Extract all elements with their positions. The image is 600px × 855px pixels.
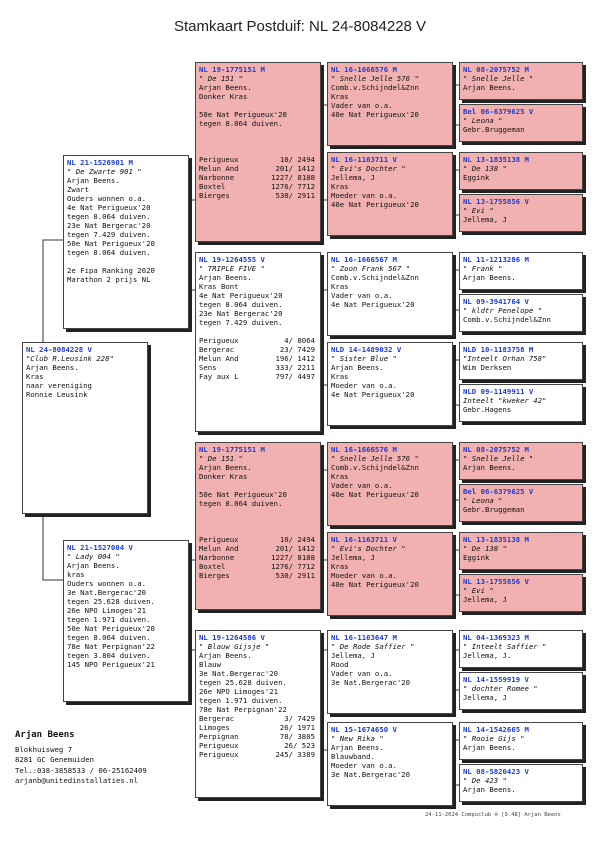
pigeon-name: " Inteelt Saffier ": [463, 642, 547, 651]
race-placing: 1276/ 7712: [271, 562, 315, 571]
race-placing: 23/ 7429: [279, 345, 315, 354]
pigeon-info-line: Arjan Beens.: [199, 463, 252, 472]
pigeon-info-line: tegen 7.429 duiven.: [199, 318, 283, 327]
race-result-row: [199, 535, 317, 544]
pigeon-info-line: 26e NPO Limoges'21: [199, 687, 279, 696]
pigeon-info-line: 40e Nat Perigueux'20: [331, 490, 419, 499]
pigeon-info-line: 50e Nat Perigueux'20: [199, 110, 287, 119]
race-name: Boxtel: [199, 562, 226, 571]
pigeon-name: " De 423 ": [463, 776, 507, 785]
ring-number: NLD 14-1489032 V: [331, 345, 402, 354]
race-name: Melun And: [199, 164, 239, 173]
race-result-row: [199, 723, 317, 732]
race-result-row: [199, 363, 317, 372]
owner-postcode: 8281 GC Genemuiden: [15, 755, 95, 764]
race-name: Boxtel: [199, 182, 226, 191]
ring-number: NL 16-1666567 M: [331, 255, 397, 264]
pigeon-info-line: 23e Nat Bergerac'20: [199, 309, 283, 318]
pigeon-info-line: [199, 137, 317, 146]
pigeon-name: " Rooie Gijs ": [463, 734, 525, 743]
pigeon-card-ds-sire[interactable]: [327, 442, 453, 526]
race-result-row: [199, 714, 317, 723]
pigeon-name: " De 151 ": [199, 74, 243, 83]
pigeon-info-line: Marathon 2 prijs NL: [67, 275, 151, 284]
pigeon-info-line: Moeder van o.a.: [331, 761, 397, 770]
pigeon-info-line: Comb.v.Schijndel&Znn: [331, 83, 419, 92]
ring-number: NL 13-1755856 V: [463, 577, 529, 586]
owner-email: arjanb@unitedinstallaties.nl: [15, 776, 139, 785]
pigeon-name: " Evi ": [463, 586, 494, 595]
pigeon-info-line: Jellema, J: [331, 553, 375, 562]
ring-number: NL 08-2075752 M: [463, 65, 529, 74]
race-placing: 196/ 1412: [275, 354, 315, 363]
race-result-row: [199, 571, 317, 580]
pigeon-name: " Leona ": [463, 496, 503, 505]
ring-number: NL 13-1755856 V: [463, 197, 529, 206]
pigeon-info-line: Rood: [331, 660, 349, 669]
pigeon-info-line: 40e Nat Perigueux'20: [331, 580, 419, 589]
ring-number: NL 16-1163711 V: [331, 155, 397, 164]
ring-number: NL 19-1264555 V: [199, 255, 265, 264]
pigeon-info-line: Arjan Beens.: [463, 83, 516, 92]
pigeon-info-line: Jellema, J: [331, 173, 375, 182]
pigeon-info-line: Arjan Beens.: [463, 463, 516, 472]
pigeon-info-line: 4e Nat Perigueux'20: [331, 390, 415, 399]
race-placing: 530/ 2911: [275, 191, 315, 200]
pigeon-info-line: Kras: [26, 372, 44, 381]
ring-number: NL 09-3941764 V: [463, 297, 529, 306]
race-result-row: [199, 155, 317, 164]
race-result-row: [199, 372, 317, 381]
race-name: Limoges: [199, 723, 230, 732]
ring-number: NL 19-1775151 M: [199, 445, 265, 454]
pigeon-info-line: Vader van o.a.: [331, 291, 393, 300]
pigeon-info-line: Blauw: [199, 660, 221, 669]
pigeon-card-gen5-5[interactable]: [459, 252, 583, 290]
pigeon-info-line: tegen 8.064 duiven.: [67, 633, 151, 642]
race-name: Perpignan: [199, 732, 239, 741]
ring-number: NL 16-1666576 M: [331, 65, 397, 74]
ring-number: NL 08-2075752 M: [463, 445, 529, 454]
pigeon-info-line: 4e Nat Perigueux'20: [331, 300, 415, 309]
pigeon-card-ss-sire[interactable]: [327, 62, 453, 146]
race-result-row: [199, 544, 317, 553]
pigeon-name: " Snelle Jelle ": [463, 454, 534, 463]
pigeon-name: " De 151 ": [199, 454, 243, 463]
race-name: Perigueux: [199, 535, 239, 544]
owner-phone: Tel.:038-3858533 / 06-25162409: [15, 765, 147, 775]
pigeon-info-line: Donker Kras: [199, 92, 248, 101]
race-name: Bergerac: [199, 345, 235, 354]
ring-number: Bel 06-6379625 V: [463, 107, 534, 116]
race-result-row: [199, 553, 317, 562]
pigeon-info-line: tegen 8.064 duiven.: [199, 300, 283, 309]
ring-number: NL 13-1835138 M: [463, 155, 529, 164]
pigeon-info-line: Jellema, J: [463, 693, 507, 702]
race-result-row: [199, 336, 317, 345]
pigeon-card-ss-dam[interactable]: [327, 152, 453, 236]
race-placing: 201/ 1412: [275, 164, 315, 173]
pigeon-info-line: Comb.v.Schijndel&Znn: [331, 463, 419, 472]
pigeon-card-gen5-15[interactable]: [459, 722, 583, 760]
pigeon-info-line: 78e Nat Perpignan'22: [67, 642, 155, 651]
pigeon-info-line: 3e Nat.Bergerac'20: [199, 669, 279, 678]
pigeon-info-line: [199, 327, 317, 336]
race-result-row: [199, 732, 317, 741]
pigeon-info-line: Blauwband.: [331, 752, 375, 761]
race-result-row: [199, 182, 317, 191]
race-placing: 10/ 2494: [279, 535, 315, 544]
pigeon-name: " Evi's Dochter ": [331, 544, 406, 553]
pigeon-card-gen5-12[interactable]: [459, 574, 583, 612]
pigeon-info-line: Kras: [331, 92, 349, 101]
pigeon-card-dd-dam[interactable]: [327, 722, 453, 806]
pigeon-info-line: Jellema, J: [463, 595, 507, 604]
pigeon-info-line: Kras: [331, 562, 349, 571]
ring-number: NL 14-1542665 M: [463, 725, 529, 734]
race-placing: 530/ 2911: [275, 571, 315, 580]
pigeon-info-line: Arjan Beens.: [67, 176, 120, 185]
pigeon-info-line: 26e NPO Limoges'21: [67, 606, 147, 615]
pigeon-card-gen5-13[interactable]: [459, 630, 583, 668]
pigeon-name: " Zoon Frank 567 ": [331, 264, 411, 273]
pigeon-name: " Sister Blue ": [331, 354, 397, 363]
pigeon-info-line: 50e Nat Perigueux'20: [67, 624, 155, 633]
pigeon-info-line: tegen 7.429 duiven.: [67, 230, 151, 239]
pigeon-info-line: Kras Bont: [199, 282, 239, 291]
page-title: Stamkaart Postduif: NL 24-8084228 V: [173, 18, 427, 35]
pigeon-card-gen5-4[interactable]: [459, 194, 583, 232]
pigeon-info-line: Vader van o.a.: [331, 669, 393, 678]
pigeon-info-line: Kras: [331, 372, 349, 381]
race-name: Narbonne: [199, 553, 235, 562]
pigeon-info-line: 145 NPO Perigueux'21: [67, 660, 155, 669]
pigeon-info-line: tegen 8.064 duiven.: [67, 212, 151, 221]
pigeon-name: Inteelt "kweker 42": [463, 396, 547, 405]
pigeon-name: " TRIPLE FIVE ": [199, 264, 265, 273]
pigeon-info-line: tegen 25.628 duiven.: [199, 678, 287, 687]
pigeon-card-gen5-7[interactable]: [459, 342, 583, 380]
pigeon-info-line: 2e Fipa Ranking 2020: [67, 266, 155, 275]
pigeon-info-line: Kras: [331, 182, 349, 191]
pigeon-card-sd-sire[interactable]: [327, 252, 453, 336]
pigeon-info-line: Arjan Beens.: [26, 363, 79, 372]
ring-number: NL 24-8084228 V: [26, 345, 92, 354]
race-name: Perigueux: [199, 750, 239, 759]
pigeon-card-sire-dam[interactable]: [195, 252, 321, 432]
pigeon-info-line: 3e Nat.Bergerac'20: [331, 770, 411, 779]
pigeon-info-line: Comb.v.Schijndel&Znn: [331, 273, 419, 282]
pigeon-info-line: Eggink: [463, 173, 490, 182]
pigeon-info-line: [199, 146, 317, 155]
pigeon-info-line: Vader van o.a.: [331, 101, 393, 110]
pigeon-card-gen5-3[interactable]: [459, 152, 583, 190]
pigeon-info-line: Moeder van o.a.: [331, 571, 397, 580]
race-placing: 4/ 8064: [284, 336, 315, 345]
pigeon-info-line: Moeder van o.a.: [331, 191, 397, 200]
footer-credit: 24-11-2024 Compuclub ® [9.48] Arjan Beens: [425, 812, 561, 818]
ring-number: NL 15-1674650 V: [331, 725, 397, 734]
ring-number: NL 04-1369323 M: [463, 633, 529, 642]
pigeon-info-line: 50e Nat Perigueux'20: [199, 490, 287, 499]
pigeon-info-line: Arjan Beens.: [67, 561, 120, 570]
pigeon-info-line: tegen 8.064 duiven.: [199, 119, 283, 128]
pigeon-info-line: Arjan Beens.: [331, 743, 384, 752]
pigeon-info-line: Arjan Beens.: [463, 273, 516, 282]
race-result-row: [199, 354, 317, 363]
pigeon-card-gen5-10[interactable]: [459, 484, 583, 522]
pigeon-info-line: Arjan Beens.: [463, 785, 516, 794]
race-placing: 1227/ 8188: [271, 173, 315, 182]
pigeon-info-line: kras: [67, 570, 85, 579]
pigeon-info-line: tegen 25.628 duiven.: [67, 597, 155, 606]
pigeon-info-line: 78e Nat Perpignan'22: [199, 705, 287, 714]
pigeon-info-line: tegen 1.971 duiven.: [199, 696, 283, 705]
pigeon-name: "Club R.Leusink 228": [26, 354, 114, 363]
race-name: Bergerac: [199, 714, 235, 723]
pigeon-info-line: Gebr.Bruggeman: [463, 505, 525, 514]
race-name: Melun And: [199, 354, 239, 363]
pigeon-name: " dochter Romee ": [463, 684, 538, 693]
pigeon-card-gen5-14[interactable]: [459, 672, 583, 710]
race-placing: 797/ 4497: [275, 372, 315, 381]
pigeon-info-line: [199, 526, 317, 535]
pigeon-info-line: Eggink: [463, 553, 490, 562]
race-placing: 78/ 3805: [279, 732, 315, 741]
pigeon-info-line: tegen 3.804 duiven.: [67, 651, 151, 660]
pigeon-name: " Evi ": [463, 206, 494, 215]
ring-number: NLD 09-1149911 V: [463, 387, 534, 396]
ring-number: NL 21-1526901 M: [67, 158, 133, 167]
pigeon-info-line: Comb.v.Schijndel&Znn: [463, 315, 551, 324]
pigeon-name: " Blauw Gijsje ": [199, 642, 270, 651]
pigeon-info-line: [199, 481, 317, 490]
pigeon-name: " De Zwarte 901 ": [67, 167, 142, 176]
pigeon-info-line: Wim Derksen: [463, 363, 512, 372]
race-name: Perigueux: [199, 155, 239, 164]
pigeon-info-line: Gebr.Hagens: [463, 405, 512, 414]
race-placing: 1227/ 8188: [271, 553, 315, 562]
race-placing: 245/ 3389: [275, 750, 315, 759]
race-result-row: [199, 191, 317, 200]
pigeon-card-dam-sire[interactable]: [195, 442, 321, 610]
pigeon-info-line: 40e Nat Perigueux'20: [331, 200, 419, 209]
ring-number: NL 13-1835138 M: [463, 535, 529, 544]
pigeon-info-line: 23e Nat Bergerac'20: [67, 221, 151, 230]
ring-number: NL 14-1559919 V: [463, 675, 529, 684]
ring-number: NL 21-1527004 V: [67, 543, 133, 552]
ring-number: NL 19-1775151 M: [199, 65, 265, 74]
pigeon-name: " De 138 ": [463, 164, 507, 173]
race-name: Bierges: [199, 191, 230, 200]
ring-number: NL 16-1666576 M: [331, 445, 397, 454]
pigeon-info-line: tegen 1.971 duiven.: [67, 615, 151, 624]
owner-name: Arjan Beens: [15, 730, 75, 740]
pigeon-info-line: naar vereniging: [26, 381, 92, 390]
race-result-row: [199, 750, 317, 759]
pigeon-info-line: 50e Nat Perigueux'20: [67, 239, 155, 248]
pigeon-info-line: Ronnie Leusink: [26, 390, 88, 399]
pigeon-name: " Snelle Jelle ": [463, 74, 534, 83]
pigeon-info-line: Gebr.Bruggeman: [463, 125, 525, 134]
pigeon-card-sd-dam[interactable]: [327, 342, 453, 426]
pigeon-info-line: 4e Nat Perigueux'20: [199, 291, 283, 300]
pigeon-info-line: [199, 517, 317, 526]
pigeon-info-line: Zwart: [67, 185, 89, 194]
ring-number: NLD 10-1183758 M: [463, 345, 534, 354]
pigeon-info-line: 4e Nat Perigueux'20: [67, 203, 151, 212]
pigeon-name: " Evi's Dochter ": [331, 164, 406, 173]
pigeon-info-line: Moeder van o.a.: [331, 381, 397, 390]
race-result-row: [199, 345, 317, 354]
pigeon-info-line: Ouders wonnen o.a.: [67, 194, 147, 203]
pigeon-info-line: Kras: [331, 472, 349, 481]
pigeon-name: " Snelle Jelle 576 ": [331, 454, 419, 463]
pigeon-card-dam[interactable]: [63, 540, 189, 702]
pigeon-info-line: [67, 257, 185, 266]
pigeon-card-gen5-11[interactable]: [459, 532, 583, 570]
pigeon-name: " Leona ": [463, 116, 503, 125]
pigeon-info-line: [199, 508, 317, 517]
race-name: Perigueux: [199, 336, 239, 345]
race-placing: 26/ 1971: [279, 723, 315, 732]
ring-number: NL 08-5820423 V: [463, 767, 529, 776]
race-result-row: [199, 164, 317, 173]
pigeon-card-root[interactable]: [22, 342, 148, 514]
race-placing: 201/ 1412: [275, 544, 315, 553]
race-name: Perigueux: [199, 741, 239, 750]
pigeon-info-line: Arjan Beens.: [199, 651, 252, 660]
pigeon-name: "Inteelt Orhan 758": [463, 354, 547, 363]
pigeon-card-gen5-6[interactable]: [459, 294, 583, 332]
pigeon-name: " kldtr Penelope ": [463, 306, 543, 315]
pigeon-info-line: Ouders wonnen o.a.: [67, 579, 147, 588]
pigeon-card-gen5-9[interactable]: [459, 442, 583, 480]
race-name: Bierges: [199, 571, 230, 580]
race-placing: 333/ 2211: [275, 363, 315, 372]
race-result-row: [199, 741, 317, 750]
pigeon-info-line: 3e Nat.Bergerac'20: [67, 588, 147, 597]
pigeon-info-line: Jellema, J: [331, 651, 375, 660]
pigeon-card-ds-dam[interactable]: [327, 532, 453, 616]
race-placing: 3/ 7429: [284, 714, 315, 723]
pigeon-info-line: [199, 128, 317, 137]
pigeon-name: " Lady 004 ": [67, 552, 120, 561]
pigeon-info-line: 3e Nat.Bergerac'20: [331, 678, 411, 687]
race-placing: 1276/ 7712: [271, 182, 315, 191]
pigeon-info-line: Arjan Beens.: [463, 743, 516, 752]
pigeon-name: " Snelle Jelle 576 ": [331, 74, 419, 83]
ring-number: NL 16-1163711 V: [331, 535, 397, 544]
pigeon-name: " De Rode Saffier ": [331, 642, 415, 651]
pigeon-name: " De 138 ": [463, 544, 507, 553]
pigeon-card-gen5-16[interactable]: [459, 764, 583, 802]
pigeon-info-line: Arjan Beens.: [199, 83, 252, 92]
pigeon-card-gen5-1[interactable]: [459, 62, 583, 100]
pigeon-info-line: Kras: [331, 282, 349, 291]
pigeon-info-line: Jellema, J: [463, 215, 507, 224]
pigeon-info-line: 40e Nat Perigueux'20: [331, 110, 419, 119]
owner-block: [15, 730, 190, 787]
pigeon-info-line: Arjan Beens.: [331, 363, 384, 372]
race-name: Fay aux L: [199, 372, 239, 381]
ring-number: NL 11-1213286 M: [463, 255, 529, 264]
ring-number: Bel 06-6379625 V: [463, 487, 534, 496]
pigeon-info-line: tegen 8.064 duiven.: [67, 248, 151, 257]
pigeon-info-line: tegen 8.064 duiven.: [199, 499, 283, 508]
race-placing: 10/ 2494: [279, 155, 315, 164]
race-result-row: [199, 173, 317, 182]
race-name: Melun And: [199, 544, 239, 553]
pigeon-card-sire[interactable]: [63, 155, 189, 329]
ring-number: NL 16-1163647 M: [331, 633, 397, 642]
pigeon-name: " New Rika ": [331, 734, 384, 743]
pigeon-card-dd-sire[interactable]: [327, 630, 453, 714]
race-placing: 26/ 523: [284, 741, 315, 750]
pigeon-info-line: Donker Kras: [199, 472, 248, 481]
pigeon-name: " Frank ": [463, 264, 503, 273]
pigeon-info-line: [199, 101, 317, 110]
ring-number: NL 19-1264586 V: [199, 633, 265, 642]
pigeon-info-line: Jellema, J.: [463, 651, 512, 660]
pigeon-card-gen5-2[interactable]: [459, 104, 583, 142]
race-name: Narbonne: [199, 173, 235, 182]
race-result-row: [199, 562, 317, 571]
race-name: Sens: [199, 363, 217, 372]
owner-address: Blokhuisweg 7: [15, 744, 73, 754]
pigeon-card-sire-sire[interactable]: [195, 62, 321, 242]
pigeon-card-dam-dam[interactable]: [195, 630, 321, 798]
pigeon-info-line: Arjan Beens.: [199, 273, 252, 282]
pigeon-card-gen5-8[interactable]: [459, 384, 583, 422]
pigeon-info-line: Vader van o.a.: [331, 481, 393, 490]
